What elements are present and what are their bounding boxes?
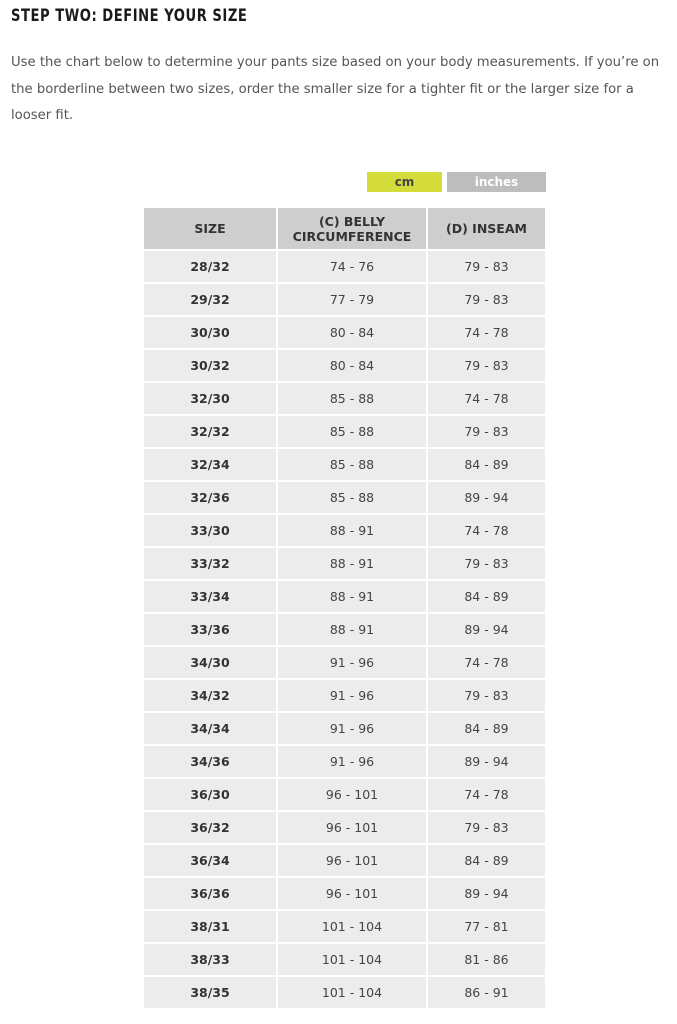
size-cell: 32/32: [144, 415, 277, 448]
belly-circumference-cell: 91 - 96: [277, 646, 427, 679]
table-row: [144, 712, 545, 745]
size-cell: 36/30: [144, 778, 277, 811]
table-row: [144, 811, 545, 844]
belly-circumference-cell: 77 - 79: [277, 283, 427, 316]
unit-toggle-cm[interactable]: cm: [367, 172, 442, 192]
inseam-cell: 77 - 81: [427, 910, 545, 943]
size-cell: 30/32: [144, 349, 277, 382]
belly-circumference-cell: 101 - 104: [277, 976, 427, 1009]
table-row: [144, 283, 545, 316]
inseam-cell: 79 - 83: [427, 349, 545, 382]
size-cell: 30/30: [144, 316, 277, 349]
header-size: SIZE: [144, 208, 277, 250]
belly-circumference-cell: 85 - 88: [277, 415, 427, 448]
belly-circumference-cell: 91 - 96: [277, 745, 427, 778]
belly-circumference-cell: 85 - 88: [277, 382, 427, 415]
inseam-cell: 79 - 83: [427, 283, 545, 316]
inseam-cell: 89 - 94: [427, 613, 545, 646]
inseam-cell: 89 - 94: [427, 745, 545, 778]
belly-circumference-cell: 91 - 96: [277, 712, 427, 745]
belly-circumference-cell: 96 - 101: [277, 877, 427, 910]
inseam-cell: 74 - 78: [427, 646, 545, 679]
table-row: [144, 481, 545, 514]
size-cell: 33/36: [144, 613, 277, 646]
header-inseam: (D) INSEAM: [427, 208, 545, 250]
size-cell: 36/32: [144, 811, 277, 844]
size-cell: 34/34: [144, 712, 277, 745]
inseam-cell: 79 - 83: [427, 811, 545, 844]
inseam-cell: 79 - 83: [427, 547, 545, 580]
table-row: [144, 316, 545, 349]
belly-circumference-cell: 88 - 91: [277, 547, 427, 580]
belly-circumference-cell: 80 - 84: [277, 349, 427, 382]
table-row: [144, 646, 545, 679]
table-row: [144, 910, 545, 943]
size-cell: 32/34: [144, 448, 277, 481]
intro-text: Use the chart below to determine your pants size based on your body measurements. If you’re on the borderline between two sizes, order the smaller size for a tighter fit or the larger size for a looser fit.: [11, 55, 660, 123]
inseam-cell: 74 - 78: [427, 382, 545, 415]
size-cell: 34/32: [144, 679, 277, 712]
table-row: [144, 679, 545, 712]
size-cell: 38/33: [144, 943, 277, 976]
table-row: [144, 349, 545, 382]
table-row: [144, 382, 545, 415]
size-cell: 32/36: [144, 481, 277, 514]
inseam-cell: 89 - 94: [427, 877, 545, 910]
unit-toggle-inches[interactable]: inches: [447, 172, 546, 192]
table-row: [144, 778, 545, 811]
inseam-cell: 84 - 89: [427, 448, 545, 481]
inseam-cell: 79 - 83: [427, 679, 545, 712]
size-cell: 28/32: [144, 250, 277, 283]
belly-circumference-cell: 88 - 91: [277, 514, 427, 547]
belly-circumference-cell: 96 - 101: [277, 778, 427, 811]
size-cell: 33/30: [144, 514, 277, 547]
size-chart-table: [144, 208, 545, 1010]
table-row: [144, 415, 545, 448]
inseam-cell: 81 - 86: [427, 943, 545, 976]
belly-circumference-cell: 88 - 91: [277, 613, 427, 646]
belly-circumference-cell: 101 - 104: [277, 943, 427, 976]
belly-circumference-cell: 96 - 101: [277, 844, 427, 877]
page-title: STEP TWO: DEFINE YOUR SIZE: [11, 6, 248, 26]
size-cell: 34/36: [144, 745, 277, 778]
inseam-cell: 79 - 83: [427, 250, 545, 283]
size-cell: 33/34: [144, 580, 277, 613]
inseam-cell: 74 - 78: [427, 316, 545, 349]
inseam-cell: 74 - 78: [427, 514, 545, 547]
header-belly-circumference: (C) BELLY CIRCUMFERENCE: [277, 208, 427, 250]
table-row: [144, 844, 545, 877]
inseam-cell: 84 - 89: [427, 712, 545, 745]
table-row: [144, 514, 545, 547]
table-row: [144, 613, 545, 646]
size-cell: 34/30: [144, 646, 277, 679]
belly-circumference-cell: 74 - 76: [277, 250, 427, 283]
table-row: [144, 877, 545, 910]
belly-circumference-cell: 88 - 91: [277, 580, 427, 613]
inseam-cell: 74 - 78: [427, 778, 545, 811]
size-cell: 38/35: [144, 976, 277, 1009]
inseam-cell: 86 - 91: [427, 976, 545, 1009]
belly-circumference-cell: 85 - 88: [277, 481, 427, 514]
belly-circumference-cell: 85 - 88: [277, 448, 427, 481]
table-row: [144, 976, 545, 1009]
size-cell: 38/31: [144, 910, 277, 943]
table-row: [144, 745, 545, 778]
inseam-cell: 79 - 83: [427, 415, 545, 448]
belly-circumference-cell: 101 - 104: [277, 910, 427, 943]
belly-circumference-cell: 96 - 101: [277, 811, 427, 844]
inseam-cell: 84 - 89: [427, 580, 545, 613]
size-cell: 36/34: [144, 844, 277, 877]
table-row: [144, 547, 545, 580]
size-cell: 32/30: [144, 382, 277, 415]
table-header-row: [144, 208, 545, 250]
belly-circumference-cell: 91 - 96: [277, 679, 427, 712]
inseam-cell: 89 - 94: [427, 481, 545, 514]
table-row: [144, 580, 545, 613]
size-cell: 33/32: [144, 547, 277, 580]
belly-circumference-cell: 80 - 84: [277, 316, 427, 349]
table-row: [144, 448, 545, 481]
size-cell: 36/36: [144, 877, 277, 910]
table-row: [144, 943, 545, 976]
size-cell: 29/32: [144, 283, 277, 316]
inseam-cell: 84 - 89: [427, 844, 545, 877]
table-row: [144, 250, 545, 283]
table-body: [144, 250, 545, 1009]
